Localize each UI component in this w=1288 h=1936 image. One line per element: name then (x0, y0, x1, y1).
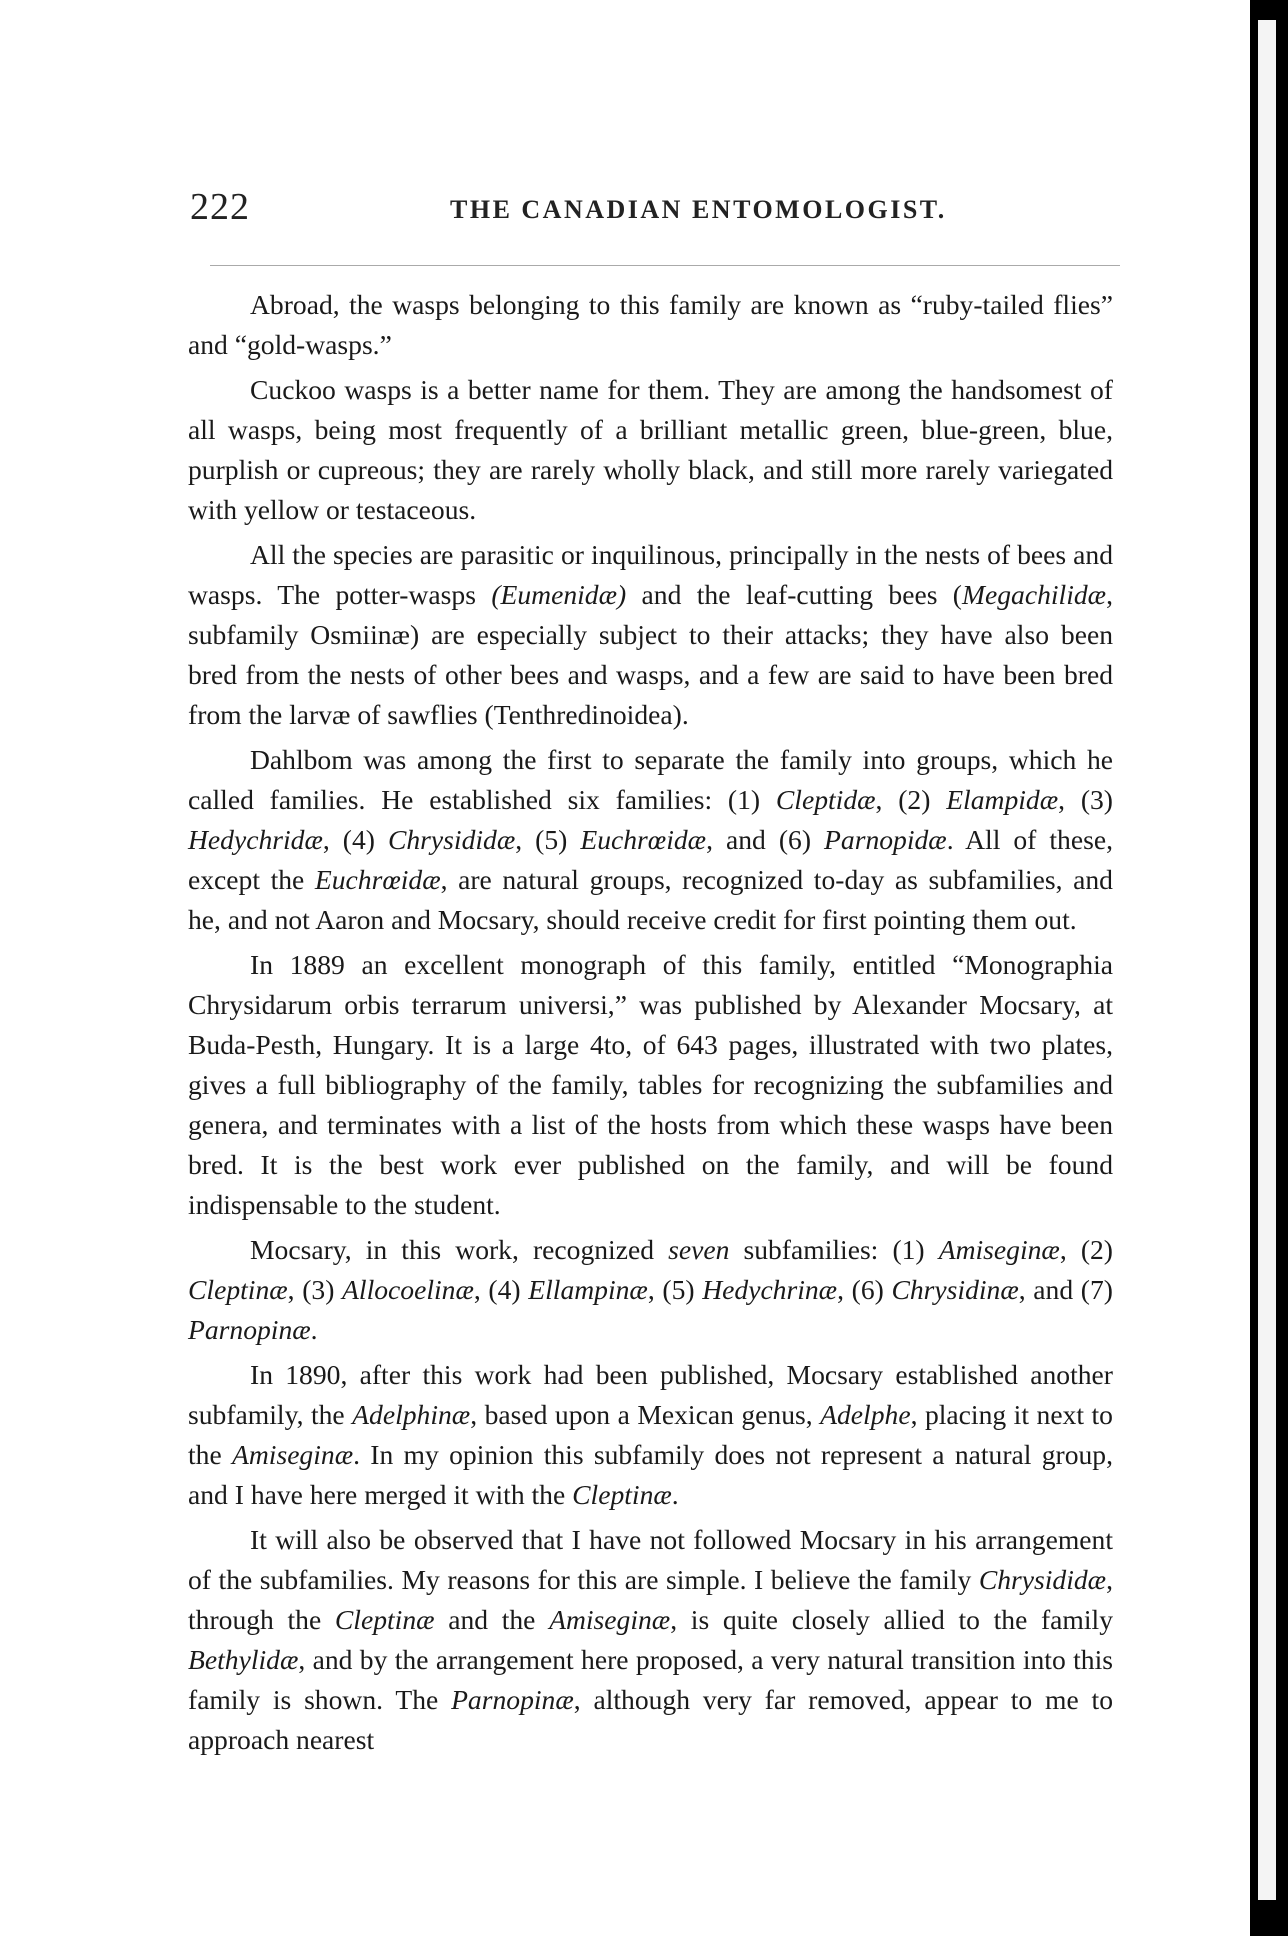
text-run: , and by the arrangement here proposed, a very natural transition into this family is shown. The (188, 1644, 1113, 1715)
italic-term: Amiseginæ (232, 1439, 354, 1470)
text-run: , placing it next to the (188, 1399, 1113, 1470)
running-title: THE CANADIAN ENTOMOLOGIST. (450, 195, 947, 224)
italic-term: (Eumenidæ) (491, 579, 627, 610)
text-run: and the leaf-cutting bees ( (626, 579, 962, 610)
italic-term: Elampidæ (946, 784, 1059, 815)
text-run: , and (6) (706, 824, 825, 855)
text-run: . (671, 1479, 679, 1510)
italic-term: seven (668, 1234, 730, 1265)
header-rule (210, 265, 1120, 266)
text-run: , subfamily Osmiinæ) are especially subject to their attacks; they have also been bred from the nests of other bees and wasps, and a few are said to have been bred from the larvæ of sawflies (Tenthredinoidea). (188, 579, 1113, 730)
text-run: , through the (188, 1564, 1113, 1635)
text-run: , and (7) (1018, 1274, 1113, 1305)
italic-term: Euchrœidæ (314, 864, 441, 895)
italic-term: Allocoelinæ (342, 1274, 474, 1305)
text-run: , (3) (1058, 784, 1113, 815)
italic-term: Ellampinæ (528, 1274, 648, 1305)
italic-term: Euchrœidæ (580, 824, 707, 855)
paragraph (188, 1520, 1113, 1760)
text-run: It will also be observed that I have not followed Mocsary in his arrangement of the subfamilies. My reasons for this are simple. I believe the family (188, 1524, 1113, 1595)
italic-term: Chrysididæ (978, 1564, 1107, 1595)
italic-term: Cleptidæ (775, 784, 876, 815)
italic-term: Chrysidinæ (891, 1274, 1019, 1305)
paragraph (188, 370, 1113, 530)
italic-term: Amiseginæ (549, 1604, 671, 1635)
text-run: Abroad, the wasps belonging to this family are known as “ruby-tailed flies” and “gold-wasps.” (188, 289, 1113, 360)
text-run: . (310, 1314, 318, 1345)
italic-term: Megachilidæ (962, 579, 1107, 610)
body-text (188, 285, 1113, 1760)
italic-term: Chrysididæ (387, 824, 516, 855)
text-run: . In my opinion this subfamily does not represent a natural group, and I have here merged it with the (188, 1439, 1113, 1510)
paragraph (188, 285, 1113, 365)
text-run: Dahlbom was among the first to separate the family into groups, which he called families. He established six families: (1) (188, 744, 1113, 815)
text-run: Cuckoo wasps is a better name for them. They are among the handsomest of all wasps, being most frequently of a brilliant metallic green, blue-green, blue, purplish or cupreous; they are rarely wholly black, and still more rarely variegated with yellow or testaceous. (188, 374, 1113, 525)
paragraph (188, 1230, 1113, 1350)
italic-term: Parnopinæ (451, 1684, 574, 1715)
text-run: subfamilies: (1) (729, 1234, 939, 1265)
italic-term: Bethylidæ (188, 1644, 299, 1675)
text-run: , (5) (647, 1274, 703, 1305)
text-run: , are natural groups, recognized to-day as subfamilies, and he, and not Aaron and Mocsary, should receive credit for first pointing them out. (188, 864, 1113, 935)
page-header (190, 185, 1120, 235)
italic-term: Hedychrinæ (702, 1274, 838, 1305)
text-run: In 1889 an excellent monograph of this family, entitled “Monographia Chrysidarum orbis terrarum universi,” was published by Alexander Mocsary, at Buda-Pesth, Hungary. It is a large 4to, of 643 pages, illustrated with two plates, gives a full bibliography of the family, tables for recognizing the subfamilies and genera, and terminates with a list of the hosts from which these wasps have been bred. It is the best work ever published on the family, and will be found indispensable to the student. (188, 949, 1113, 1220)
italic-term: Parnopidæ (824, 824, 947, 855)
paragraph (188, 945, 1113, 1225)
text-run: , (5) (515, 824, 581, 855)
italic-term: Amiseginæ (938, 1234, 1060, 1265)
text-run: , (4) (322, 824, 388, 855)
text-run: , (6) (837, 1274, 892, 1305)
text-run: All the species are parasitic or inquilinous, principally in the nests of bees and wasps. The potter-wasps (188, 539, 1113, 610)
text-run: In 1890, after this work had been published, Mocsary established another subfamily, the (188, 1359, 1113, 1430)
text-run: and the (434, 1604, 550, 1635)
italic-term: Parnopinæ (188, 1314, 311, 1345)
text-run: , (2) (1059, 1234, 1113, 1265)
text-run: . All of these, except the (188, 824, 1113, 895)
text-run: , (3) (287, 1274, 343, 1305)
text-run: Mocsary, in this work, recognized (250, 1234, 669, 1265)
italic-term: Cleptinæ (334, 1604, 435, 1635)
italic-term: Adelphe (820, 1399, 911, 1430)
text-run: , (4) (473, 1274, 529, 1305)
italic-term: Cleptinæ (188, 1274, 288, 1305)
italic-term: Adelphinæ (352, 1399, 471, 1430)
paragraph (188, 1355, 1113, 1515)
paragraph (188, 740, 1113, 940)
italic-term: Cleptinæ (572, 1479, 672, 1510)
facing-page-edge (1258, 20, 1276, 1900)
paragraph (188, 535, 1113, 735)
page-number: 222 (190, 186, 250, 228)
text-run: , is quite closely allied to the family (670, 1604, 1114, 1635)
text-run: , based upon a Mexican genus, (470, 1399, 821, 1430)
text-run: , although very far removed, appear to me to approach nearest (188, 1684, 1114, 1755)
text-run: , (2) (875, 784, 947, 815)
italic-term: Hedychridæ (188, 824, 323, 855)
